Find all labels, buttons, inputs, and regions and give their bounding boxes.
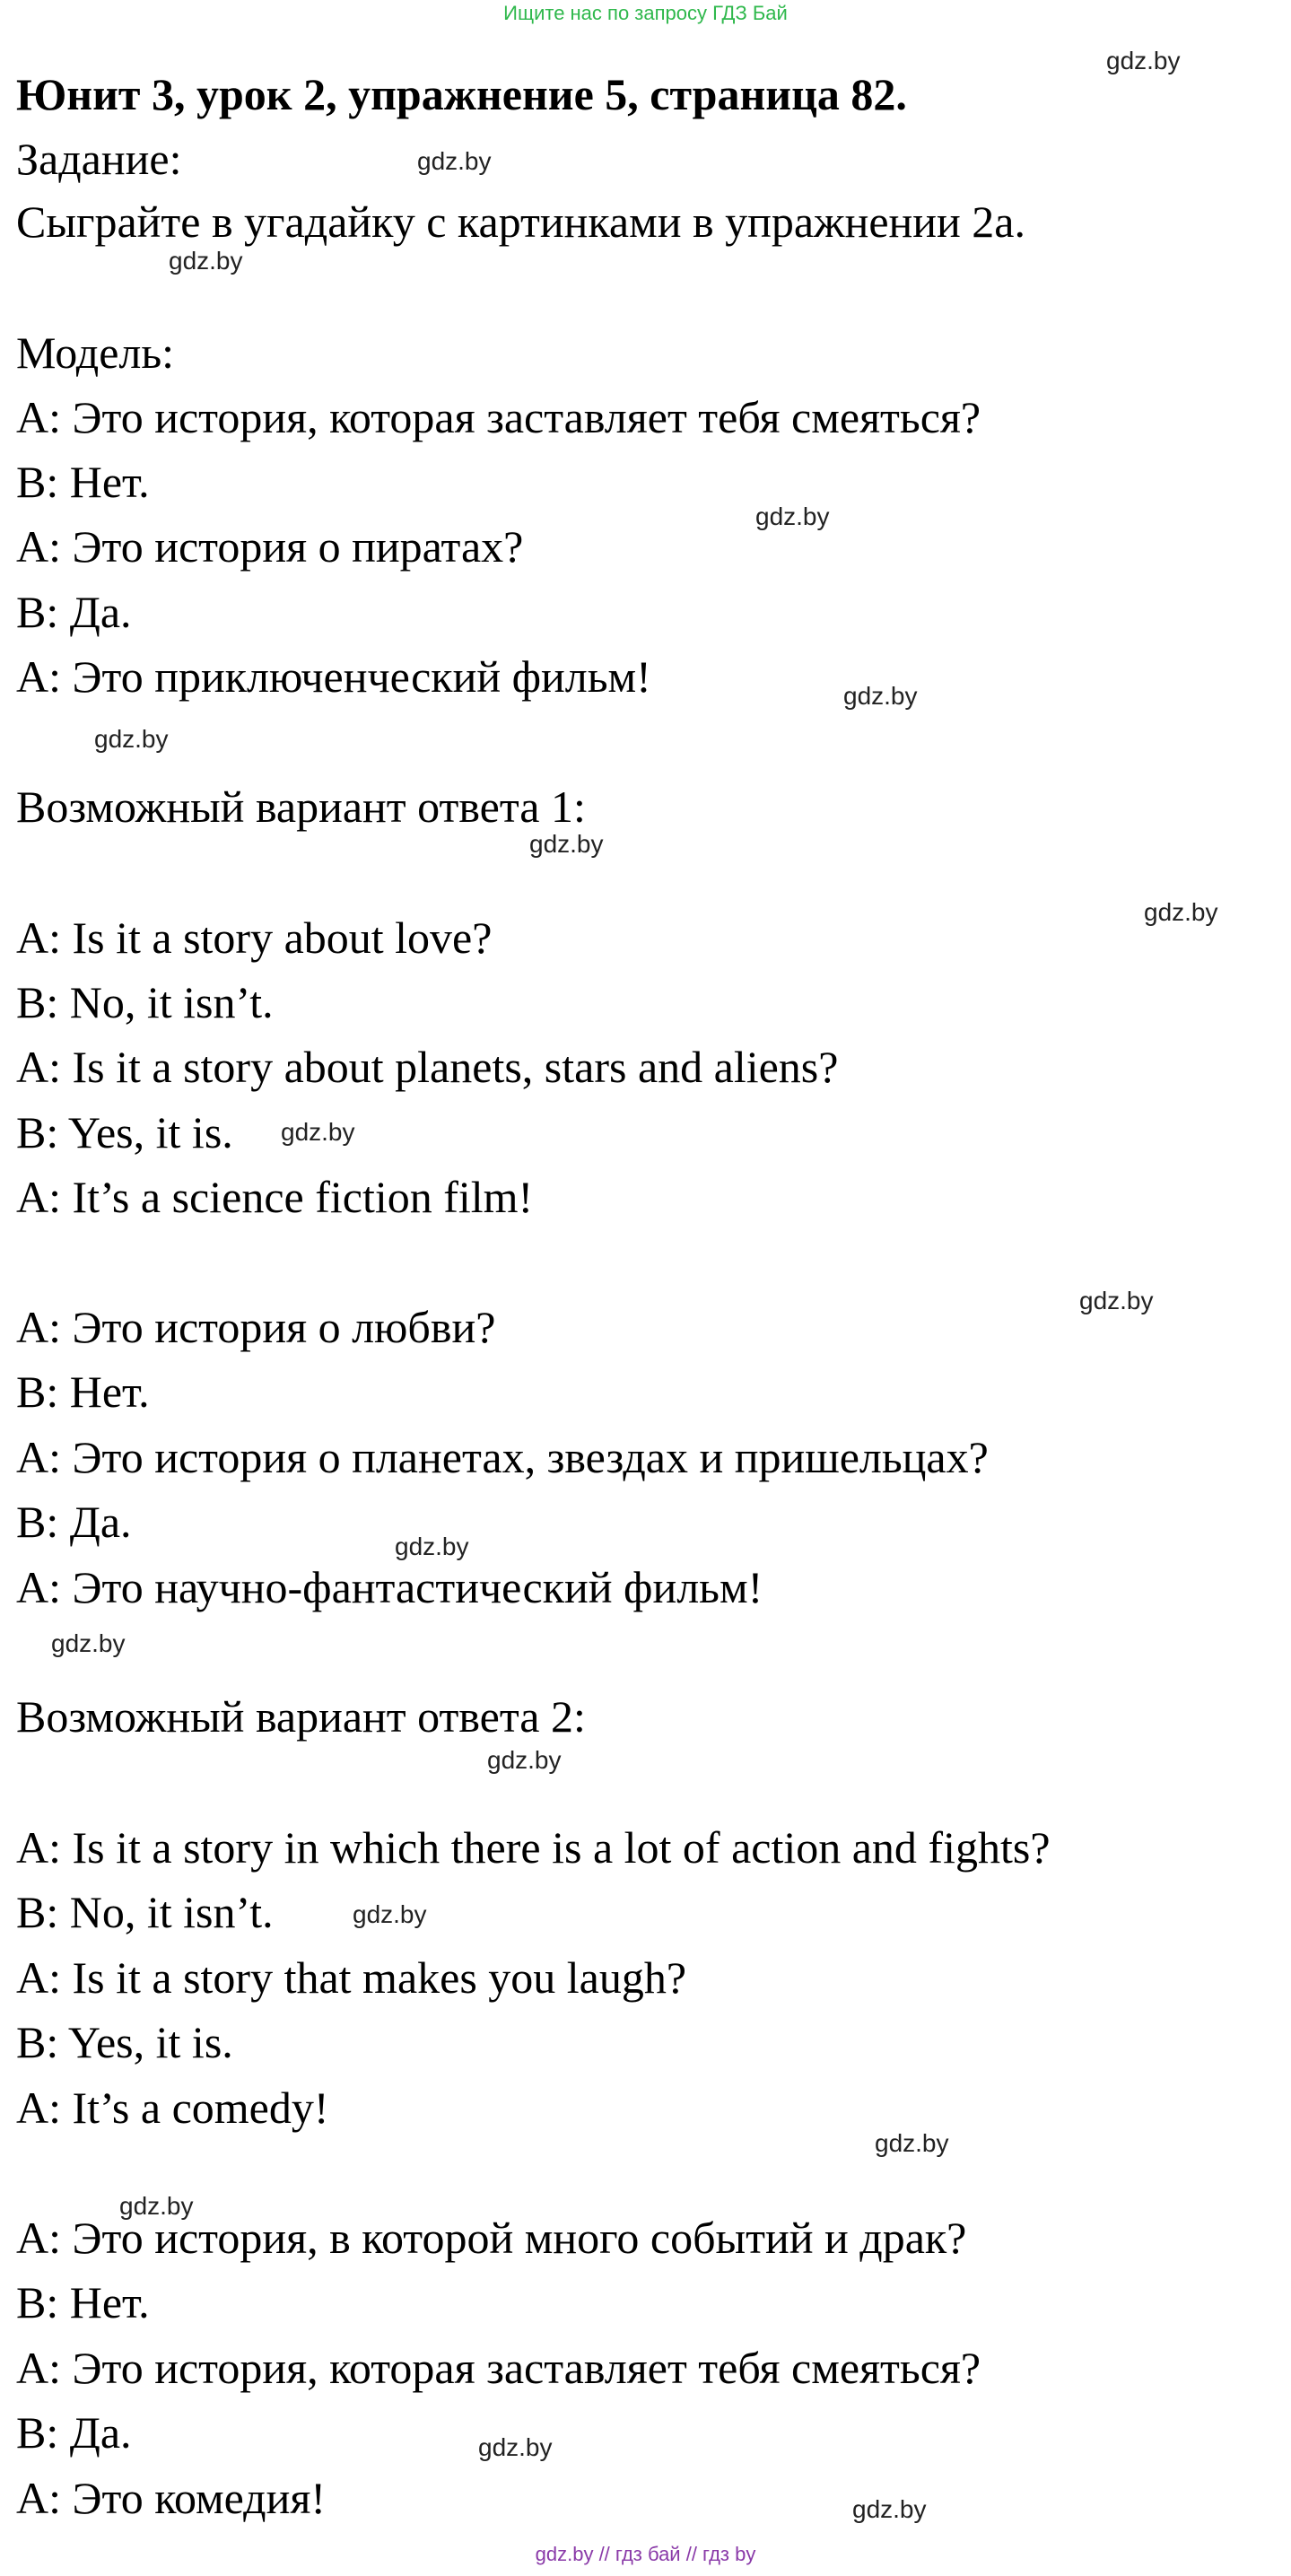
answer1-ru-line: В: Нет.	[16, 1367, 150, 1417]
watermark: gdz.by	[875, 2129, 949, 2157]
watermark: gdz.by	[395, 1533, 469, 1560]
watermark: gdz.by	[1144, 898, 1218, 926]
answer2-en-line: A: Is it a story that makes you laugh?	[16, 1952, 687, 2003]
answer2-ru-line: А: Это история, которая заставляет тебя смеяться?	[16, 2343, 981, 2393]
answer2-en-line: B: No, it isn’t.	[16, 1887, 274, 1937]
model-label: Модель:	[16, 327, 175, 378]
model-line: В: Да.	[16, 587, 132, 637]
watermark: gdz.by	[169, 247, 243, 275]
task-label: Задание:	[16, 134, 182, 184]
watermark: gdz.by	[417, 147, 492, 175]
model-line: А: Это история о пиратах?	[16, 521, 524, 572]
answer1-ru-line: А: Это история о планетах, звездах и пришельцах?	[16, 1432, 989, 1482]
answer2-en-line: A: It’s a comedy!	[16, 2083, 329, 2133]
answer2-en-line: B: Yes, it is.	[16, 2017, 233, 2067]
answer2-label: Возможный вариант ответа 2:	[16, 1691, 586, 1742]
answer1-en-line: A: Is it a story about love?	[16, 913, 493, 963]
watermark: gdz.by	[353, 1900, 427, 1928]
model-line: А: Это история, которая заставляет тебя смеяться?	[16, 392, 981, 442]
watermark: gdz.by	[94, 725, 169, 753]
footer-links: gdz.by // гдз бай // гдз by	[535, 2543, 756, 2565]
answer1-en-line: A: It’s a science fiction film!	[16, 1172, 534, 1222]
watermark: gdz.by	[51, 1629, 126, 1657]
watermark: gdz.by	[119, 2192, 194, 2220]
answer2-ru-line: А: Это комедия!	[16, 2473, 327, 2523]
model-line: А: Это приключенческий фильм!	[16, 651, 651, 702]
watermark: gdz.by	[281, 1118, 355, 1146]
answer1-en-line: B: Yes, it is.	[16, 1107, 233, 1157]
page-title: Юнит 3, урок 2, упражнение 5, страница 82.	[16, 69, 907, 119]
answer1-en-line: A: Is it a story about planets, stars and aliens?	[16, 1042, 839, 1092]
answer2-en-line: A: Is it a story in which there is a lot of action and fights?	[16, 1822, 1051, 1873]
task-text: Сыграйте в угадайку с картинками в упражнении 2а.	[16, 196, 1025, 247]
answer1-en-line: B: No, it isn’t.	[16, 977, 274, 1027]
watermark: gdz.by	[1079, 1287, 1154, 1314]
answer1-ru-line: А: Это научно-фантастический фильм!	[16, 1562, 763, 1612]
watermark: gdz.by	[478, 2433, 553, 2461]
answer1-ru-line: А: Это история о любви?	[16, 1302, 496, 1352]
answer1-label: Возможный вариант ответа 1:	[16, 782, 586, 832]
watermark: gdz.by	[1106, 47, 1181, 74]
search-hint-banner: Ищите нас по запросу ГДЗ Бай	[503, 2, 788, 24]
watermark: gdz.by	[852, 2495, 927, 2523]
watermark: gdz.by	[843, 682, 918, 710]
answer2-ru-line: В: Нет.	[16, 2277, 150, 2327]
watermark: gdz.by	[487, 1746, 562, 1774]
answer2-ru-line: В: Да.	[16, 2407, 132, 2458]
watermark: gdz.by	[755, 502, 830, 530]
answer1-ru-line: В: Да.	[16, 1497, 132, 1547]
model-line: В: Нет.	[16, 457, 150, 507]
answer2-ru-line: А: Это история, в которой много событий и драк?	[16, 2213, 967, 2263]
watermark: gdz.by	[529, 830, 604, 858]
